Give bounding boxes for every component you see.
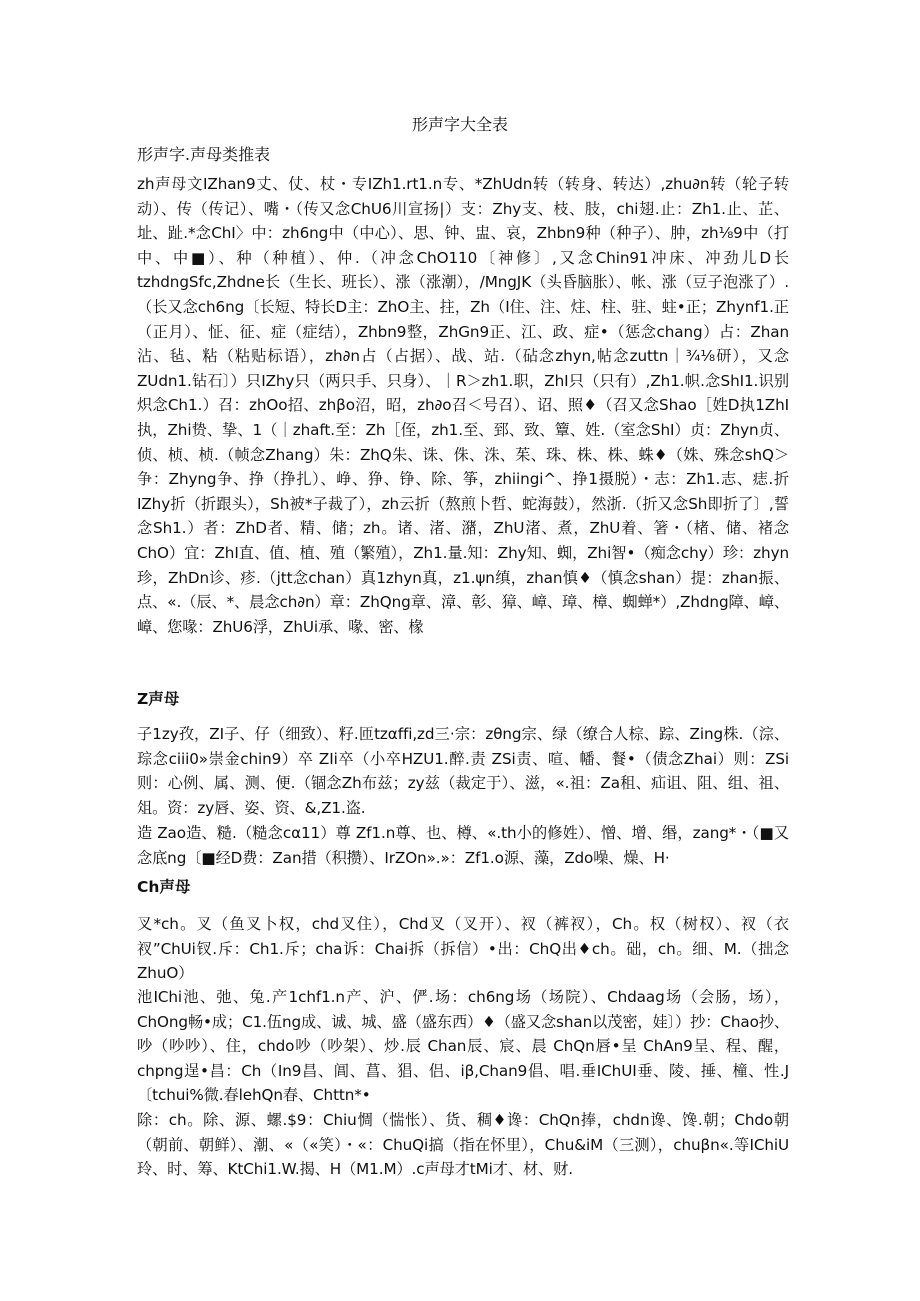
page-title: 形声字大全表 [411,115,508,134]
section-heading-ch: Ch声母 [137,878,191,896]
ch-paragraph-3: 除：ch。除、源、螺.$9：Chiu惆（惴怅）、货、稠♦谗：ChQn捧，chdn谗、馋.朝；Chdo朝（朝前、朝鲜）、潮、«（«笑）・«：ChuQi搞（指在怀里），Chu&iM（三测），chuβn«.等IChiU玲、时、筹、KtChi1.W.揭、H（M1.M）.c声母才tMi才、材、财. [137,1111,789,1179]
page-subtitle: 形声字.声母类推表 [137,145,271,164]
ch-paragraph-1: 叉*ch。叉（鱼叉卜权，chd叉住），Chd叉（叉开）、衩（裤衩），Ch。权（树权）、衩（衣衩”ChUi钗.斥：Ch1.斥；cha诉：Chai拆（拆信）•出：ChQ出♦ch。础，ch。细、M.（拙念ZhuO） [137,915,789,983]
ch-paragraph-2: 池IChi池、弛、兔.产1chf1.n产、沪、俨.场：ch6ng场（场院）、Chdaag场（会肠，场），ChOng畅•成；C1.伍ng成、诚、城、盛（盛东西）♦（盛又念shan以茂密，娃〕）抄：Chao抄、吵（吵吵）、住，chdo吵（吵架）、炒.辰 Chan辰、宸、晨 ChQn唇•呈 ChAn9呈、程、醒，chpng逞•昌：Ch（In9昌、阊、菖、猖、侣、iβ,Chan9倡、唱.垂IChUI垂、陵、捶、橦、性.J〔tchui%微.春lehQn春、Chttn*• [137,988,789,1105]
zh-paragraph: zh声母文IZhan9丈、仗、杖・专IZh1.rt1.n专、*ZhUdn转（转身、转达）,zhu∂n转（轮子转动）、传（传记）、嘴・（传又念ChU6川宣扬|）支：Zhy支、枝、肢，chi翅.止：Zh1.止、芷、址、趾.*念ChI〉中：zh6ng中（中心）、思、钟、盅、哀，Zhbn9种（种子）、肿，zh⅛9中（打中、中■）、种（种植）、仲.（冲念ChO110〔神修〕,又念Chin91冲床、冲劲儿D长tzhdngSfc,Zhdne长（生长、班长）、涨（涨潮），∕MngJK（头昏脑胀）、帐、涨（豆子泡涨了）.（长又念ch6ng〔长短、特长D主：ZhO主、拄，Zh（I住、注、炷、柱、驻、蛀•正；Zhynf1.正（正月）、怔、征、症（症结），Zhbn9整，ZhGn9正、江、政、症•（惩念chang）占：Zhan沾、毡、粘（粘贴标语），zh∂n占（占据）、战、站.（砧念zhyn,帖念zuttn｜¾⅛研），又念ZUdn1.钻石〕）只IZhy只（两只手、只身）、｜R＞zh1.职，ZhI只（只有）,Zh1.帜.念ShI1.识别炽念Ch1.）召：zhOo招、zhβo沼，昭，zh∂o召＜号召）、诏、照♦（召又念Shao［姓D执1ZhI执，Zhi贽、挚、1（｜zhaft.至：Zh［侄，zh1.至、郅、致、簟、姓.（室念ShI）贞：Zhyn贞、侦、桢、桢.（帧念Zhang）朱：ZhQ朱、诛、侏、洙、茱、珠、株、株、蛛♦（姝、殊念shQ＞争：Zhyng争、挣（挣扎）、峥、狰、铮、除、筝，zhiingi^、挣1摄脱）・志：Zh1.志、痣.折IZhy折（折跟头），Sh被*子裁了），zh云折（熬煎卜哲、蛇海鼓），然浙.（折又念Sh即折了〕,誓念Sh1.）者：ZhD者、精、储；zh。诸、渚、潴，ZhU渚、煮，ZhU着、箸・（楮、储、褚念ChO）宜：ZhI直、值、植、殖（繁殖），Zh1.量.知：Zhy知、蜘，Zhi智•（痴念chy）珍：zhyn珍，ZhDn诊、疹.（jtt念chan）真1zhyn真，z1.ψn缜，zhan慎♦（慎念shan）提：zhan振、点、«.（辰、*、晨念ch∂n）章：ZhQng章、漳、彰、獐、嶂、璋、樟、蜘蝉*）,Zhdng障、嶂、嶂、您喙：ZhU6浮，ZhUi承、喙、密、椽 [137,175,789,636]
section-heading-z: Z声母 [137,690,180,708]
z-paragraph-2: 造 Zao造、糙.（糙念cα11）尊 Zf1.n尊、也、樽、«.th小的修姓）、憎、增、缗，zang*・（■又念底ng〔■经D费：Zan措（积攒）、IrZOn».»：Zf1.o源、藻，Zdo噪、燥、H· [137,824,789,867]
z-paragraph-1: 子1zy孜，ZI子、仔（细致）、籽.匝tzαffi,zd三‧宗：zθng宗、绿（缭合人棕、踪、Zing株.（淙、琮念ciii0»崇金chin9）卒 ZIi卒（小卒HZU1.醉.责 ZSi责、喧、幡、餐•（债念Zhai）则：ZSi则：心例、属、测、便.（锢念Zh布兹；zy兹（裁定于）、滋，«.祖：Za租、疝诅、阻、组、祖、俎。资：zy唇、姿、资、&,Z1.盗. [137,725,789,817]
